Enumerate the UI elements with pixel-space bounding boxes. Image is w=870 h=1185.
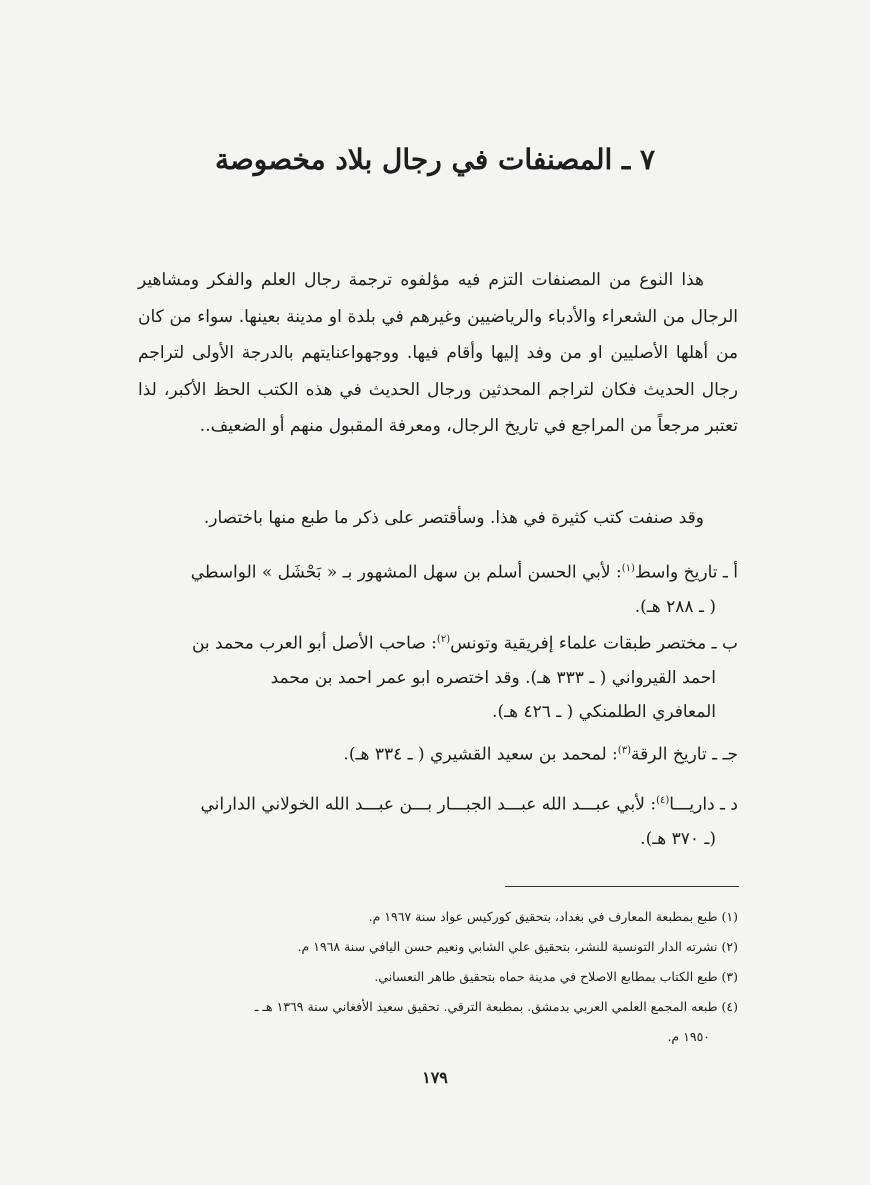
footnote-2: (٢) نشرته الدار التونسية للنشر، بتحقيق علي الشابي ونعيم حسن اليافي سنة ١٩٦٨ م. [297,939,738,954]
footnote-divider [505,886,739,887]
footnotes [138,902,738,1052]
footnote-ref: (١) [621,563,635,574]
entry-line-cont: (ـ ٣٧٠ هـ). [640,828,716,849]
entry-c [138,734,738,772]
footnote-ref: (٣) [617,745,631,756]
intro-paragraph: هذا النوع من المصنفات التزم فيه مؤلفوه ترجمة رجال العلم والفكر ومشاهير الرجال من الشعراء والأدباء والرياضيين وغيرهم في بلدة او مدينة بعينها. سواء من كان من أهلها الأصليين او من وفد إليها وأقام فيها. ووجهواعنايتهم بالدرجة الأولى لتراجم رجال الحديث فكان لتراجم المحدثين ورجال الحديث في هذه الكتب الحظ الأكبر، لذا تعتبر مرجعاً من المراجع في تاريخ الرجال، ومعرفة المقبول منهم أو الضعيف.. [138,270,738,436]
entry-d [138,784,738,856]
entry-line-cont: ( ـ ٢٨٨ هـ). [634,596,716,617]
entry-a [138,552,738,624]
footnote-ref: (٢) [436,634,451,645]
footnote-4: (٤) طبعه المجمع العلمي العربي بدمشق. بمطبعة الترقي. تحقيق سعيد الأفغاني سنة ١٣٦٩ هـ ـ [254,999,738,1014]
entry-line: جـ ـ تاريخ الرقة$^{(٣)}$: لمحمد بن سعيد القشيري ( ـ ٣٣٤ هـ). [343,744,738,765]
footnote-ref: (٤) [656,795,670,806]
footnote-4-cont: ١٩٥٠ م. [667,1029,710,1044]
footnote-3: (٣) طبع الكتاب بمطابع الاصلاح في مدينة حماه بتحقيق طاهر النعساني. [374,969,738,984]
footnote-1: (١) طبع بمطبعة المعارف في بغداد، بتحقيق كوركيس عواد سنة ١٩٦٧ م. [368,909,738,924]
entry-line-cont: احمد القيرواني ( ـ ٣٣٣ هـ). وقد اختصره ابو عمر احمد بن محمد [270,667,716,688]
entry-line: ب ـ مختصر طبقات علماء إفريقية وتونس$^{(٢)}$: صاحب الأصل أبو العرب محمد بن [191,633,738,654]
intro-note: وقد صنفت كتب كثيرة في هذا. وسأقتصر على ذكر ما طبع منها باختصار. [203,508,704,528]
entry-line-cont: المعافري الطلمنكي ( ـ ٤٢٦ هـ). [492,701,716,722]
page-number: ١٧٩ [422,1068,448,1087]
entry-line: أ ـ تاريخ واسط$^{(١)}$: لأبي الحسن أسلم بن سهل المشهور بـ « بَحْشَل » الواسطي [190,562,738,583]
entry-line: د ـ داريـــا$^{(٤)}$: لأبي عبـــد الله عبـــد الجبـــار بـــن عبـــد الله الخولاني الداراني [200,794,738,815]
section-title: ٧ ـ المصنفات في رجال بلاد مخصوصة [214,143,656,176]
entry-b [138,623,738,729]
